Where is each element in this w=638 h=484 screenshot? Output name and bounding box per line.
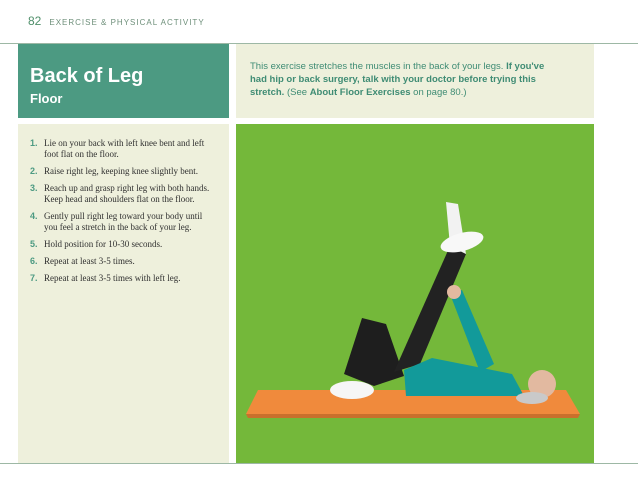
torso (404, 358, 524, 396)
step-text: Raise right leg, keeping knee slightly bent. (44, 166, 198, 176)
step-item (30, 273, 214, 284)
step-number: 7. (30, 273, 38, 283)
bottom-rule (0, 463, 638, 464)
steps-box (18, 124, 229, 463)
intro-warning: If you've had hip or back surgery, talk with your doctor before trying this stretch. (250, 61, 545, 98)
left-leg (344, 318, 404, 386)
section-title: EXERCISE & PHYSICAL ACTIVITY (49, 18, 205, 27)
exercise-subtitle: Floor (30, 91, 63, 106)
step-item (30, 183, 214, 205)
step-number: 4. (30, 211, 38, 221)
title-box (18, 44, 229, 118)
intro-part-3: on page 80.) (410, 87, 467, 98)
step-number: 6. (30, 256, 38, 266)
intro-box (236, 44, 594, 118)
mat-edge (246, 414, 580, 418)
right-leg (394, 246, 466, 372)
exercise-photo (236, 124, 594, 463)
step-text: Hold position for 10-30 seconds. (44, 239, 163, 249)
step-number: 2. (30, 166, 38, 176)
step-number: 5. (30, 239, 38, 249)
arm (450, 290, 494, 372)
hair (516, 392, 548, 404)
step-text: Lie on your back with left knee bent and left foot flat on the floor. (44, 138, 205, 159)
hand (447, 285, 461, 299)
step-item (30, 211, 214, 233)
intro-part-1: This exercise stretches the muscles in the back of your legs. (250, 61, 507, 72)
step-item (30, 239, 214, 250)
intro-reference: About Floor Exercises (309, 87, 411, 98)
step-text: Reach up and grasp right leg with both hands. Keep head and shoulders flat on the floor. (44, 183, 210, 204)
step-number: 1. (30, 138, 38, 148)
step-text: Repeat at least 3-5 times with left leg. (44, 273, 181, 283)
step-item (30, 138, 214, 160)
step-text: Gently pull right leg toward your body until you feel a stretch in the back of your leg. (44, 211, 203, 232)
intro-text (250, 60, 550, 99)
step-text: Repeat at least 3-5 times. (44, 256, 135, 266)
exercise-title: Back of Leg (30, 65, 144, 87)
left-shoe (330, 381, 374, 399)
page-number: 82 (28, 14, 42, 28)
step-item (30, 166, 214, 177)
step-item (30, 256, 214, 267)
page-header (28, 14, 205, 34)
exercise-illustration (236, 124, 594, 463)
intro-part-2: (See (284, 87, 310, 98)
step-number: 3. (30, 183, 38, 193)
steps-list (18, 124, 229, 284)
